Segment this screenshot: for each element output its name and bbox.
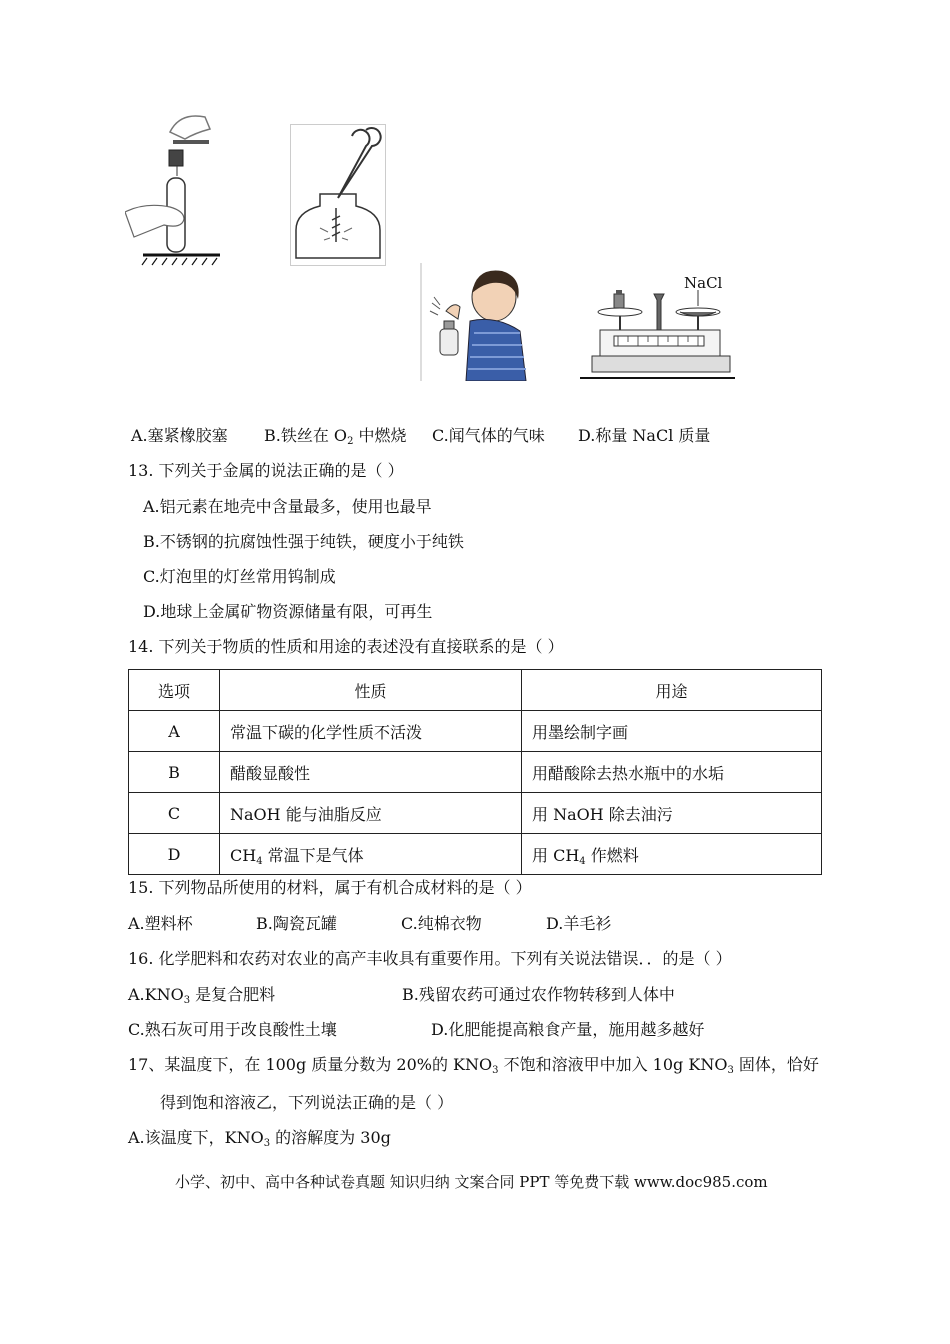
- table-row: [129, 752, 822, 793]
- table-cell-property: 醋酸显酸性: [220, 752, 522, 793]
- table-cell-property: NaOH 能与油脂反应: [220, 793, 522, 834]
- q13-option-c: C.灯泡里的灯丝常用钨制成: [143, 567, 336, 586]
- q16-option-c: C.熟石灰可用于改良酸性土壤: [128, 1020, 337, 1039]
- q12-option-a: A.塞紧橡胶塞: [131, 426, 228, 445]
- table-cell-option: C: [129, 793, 220, 834]
- q12-option-c: C.闻气体的气味: [432, 426, 545, 445]
- figure-iron-burning: [290, 124, 386, 266]
- q17-stem-line1: 17、某温度下，在 100g 质量分数为 20%的 $KNO_3$ 不饱和溶液甲中加入 10g $KNO_3$ 固体，恰好: [128, 1055, 819, 1076]
- table-cell-option: B: [129, 752, 220, 793]
- q16-option-a: $A.KNO_3$ 是复合肥料: [128, 985, 276, 1006]
- table-row: [129, 834, 822, 875]
- q14-table: [128, 669, 822, 875]
- table-header-row: [129, 670, 822, 711]
- q16-option-b: B.残留农药可通过农作物转移到人体中: [402, 985, 675, 1004]
- q13-stem: 13. 下列关于金属的说法正确的是（ ）: [128, 461, 404, 480]
- figure-insert-stopper: [125, 112, 225, 267]
- q14-stem: 14. 下列关于物质的性质和用途的表述没有直接联系的是（ ）: [128, 637, 564, 656]
- q15-option-a: A.塑料杯: [128, 914, 193, 933]
- page-footer: 小学、初中、高中各种试卷真题 知识归纳 文案合同 PPT 等免费下载 www.doc985.com: [175, 1173, 768, 1191]
- table-cell-use: 用醋酸除去热水瓶中的水垢: [522, 752, 822, 793]
- q15-option-d: D.羊毛衫: [546, 914, 612, 933]
- q15-stem: 15. 下列物品所使用的材料，属于有机合成材料的是（ ）: [128, 878, 532, 897]
- figure-balance-nacl: [580, 270, 735, 382]
- table-header: 选项: [129, 670, 220, 711]
- table-cell-option: D: [129, 834, 220, 875]
- table-row: [129, 793, 822, 834]
- q12-option-d: D.称量 NaCl 质量: [578, 426, 711, 445]
- table-cell-option: A: [129, 711, 220, 752]
- table-header: 性质: [220, 670, 522, 711]
- table-cell-use: 用 $CH_4$ 作燃料: [522, 834, 822, 875]
- table-cell-property: 常温下碳的化学性质不活泼: [220, 711, 522, 752]
- table-header: 用途: [522, 670, 822, 711]
- q16-stem: 16. 化学肥料和农药对农业的高产丰收具有重要作用。下列有关说法错误．．的是（ ）: [128, 949, 732, 968]
- q15-option-c: C.纯棉衣物: [401, 914, 482, 933]
- nacl-label: NaCl: [684, 274, 723, 292]
- q13-option-d: D.地球上金属矿物资源储量有限，可再生: [143, 602, 433, 621]
- table-cell-use: 用 NaOH 除去油污: [522, 793, 822, 834]
- table-cell-use: 用墨绘制字画: [522, 711, 822, 752]
- q17-stem-line2: 得到饱和溶液乙，下列说法正确的是（ ）: [160, 1093, 454, 1112]
- q15-option-b: B.陶瓷瓦罐: [256, 914, 337, 933]
- q17-option-a: A.该温度下，$KNO_3$ 的溶解度为 30g: [128, 1128, 391, 1149]
- table-row: [129, 711, 822, 752]
- q13-option-a: A.铝元素在地壳中含量最多，使用也最早: [143, 497, 432, 516]
- table-cell-property: $CH_4$ 常温下是气体: [220, 834, 522, 875]
- q16-option-d: D.化肥能提高粮食产量，施用越多越好: [431, 1020, 705, 1039]
- q13-option-b: B.不锈钢的抗腐蚀性强于纯铁，硬度小于纯铁: [143, 532, 464, 551]
- q12-option-b: B.铁丝在 $O_2$ 中燃烧: [264, 426, 407, 447]
- figure-smell-gas: [420, 263, 528, 381]
